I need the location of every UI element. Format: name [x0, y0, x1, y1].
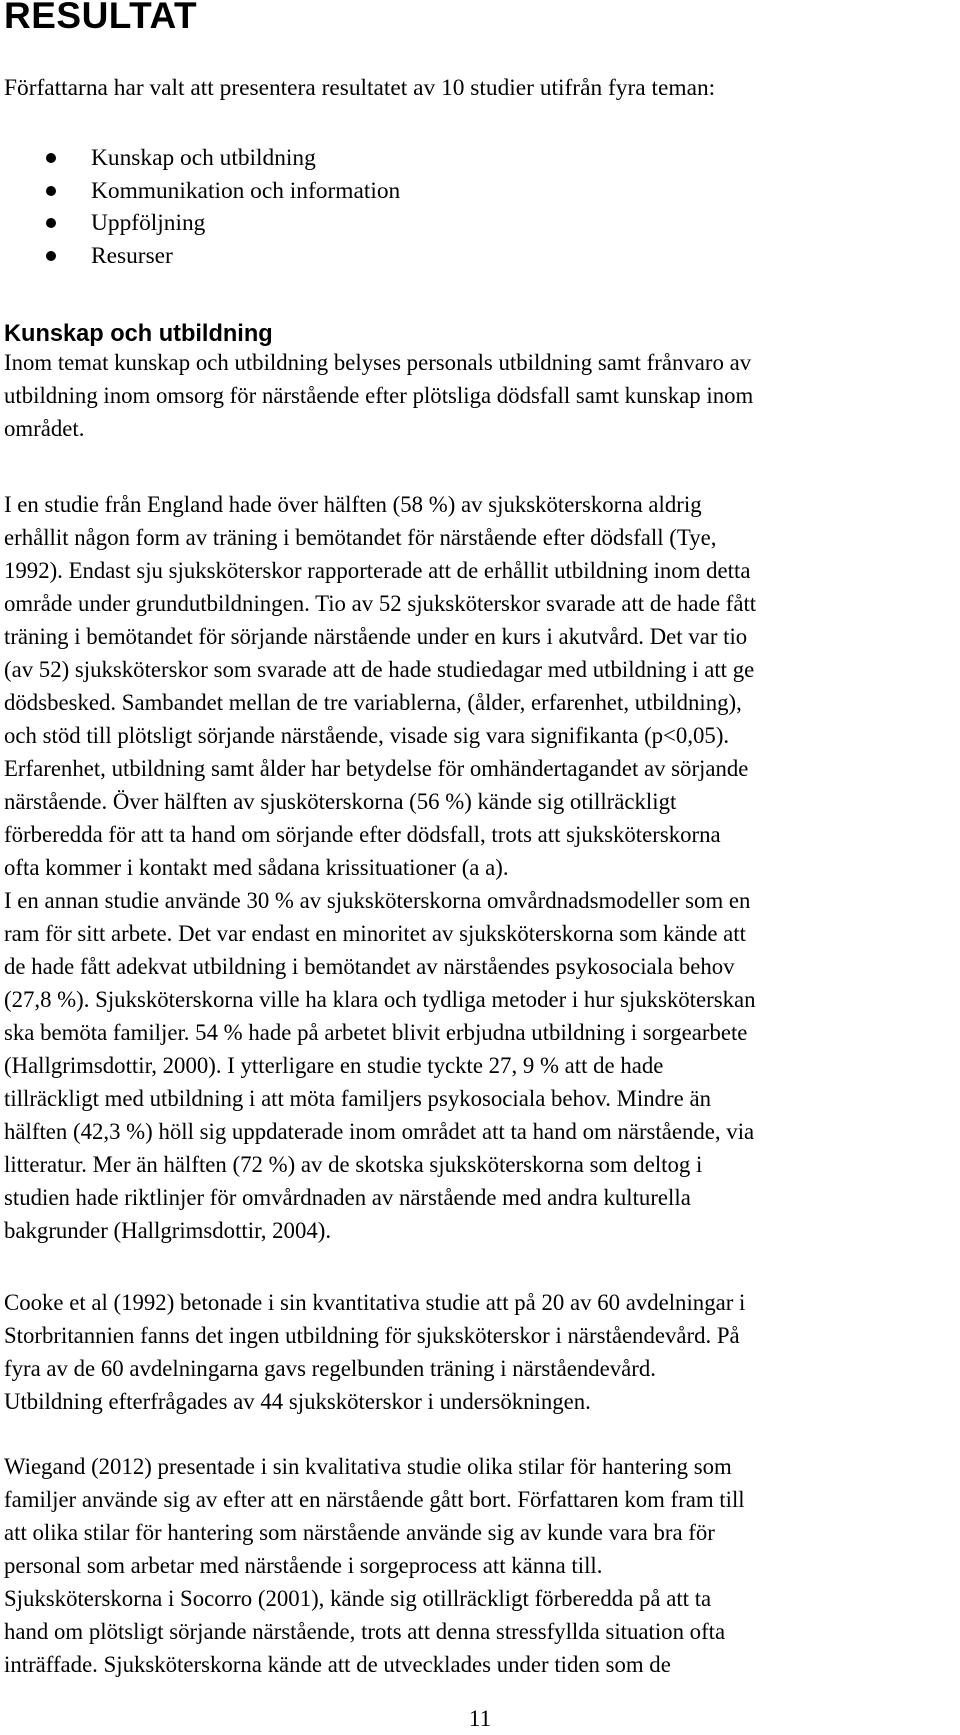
- text-line: området.: [4, 416, 85, 441]
- text-line: dödsbesked. Sambandet mellan de tre variablerna, (ålder, erfarenhet, utbildning),: [4, 690, 742, 715]
- text-line: ofta kommer i kontakt med sådana krissituationer (a a).: [4, 855, 509, 880]
- text-line: Storbritannien fanns det ingen utbildning för sjuksköterskor i närståendevård. På: [4, 1323, 740, 1348]
- text-line: att olika stilar för hantering som närstående använde sig av kunde vara bra för: [4, 1520, 715, 1545]
- list-item-label: Kommunikation och information: [91, 177, 401, 204]
- text-line: bakgrunder (Hallgrimsdottir, 2004).: [4, 1218, 332, 1243]
- text-line: I en annan studie använde 30 % av sjuksköterskorna omvårdnadsmodeller som en: [4, 888, 751, 913]
- page-title: RESULTAT: [4, 0, 198, 36]
- text-line: ska bemöta familjer. 54 % hade på arbetet blivit erbjudna utbildning i sorgearbete: [4, 1020, 748, 1045]
- text-line: utbildning inom omsorg för närstående efter plötsliga dödsfall samt kunskap inom: [4, 383, 754, 408]
- text-line: träning i bemötandet för sörjande närstående under en kurs i akutvård. Det var tio: [4, 624, 748, 649]
- bullet-icon: [46, 251, 56, 261]
- list-item-label: Resurser: [91, 242, 173, 269]
- text-line: litteratur. Mer än hälften (72 %) av de skotska sjuksköterskorna som deltog i: [4, 1152, 703, 1177]
- bullet-icon: [46, 218, 56, 228]
- text-line: (av 52) sjuksköterskor som svarade att de hade studiedagar med utbildning i att ge: [4, 657, 755, 682]
- paragraph-3: [4, 1286, 950, 1418]
- text-line: studien hade riktlinjer för omvårdnaden av närstående med andra kulturella: [4, 1185, 691, 1210]
- text-line: och stöd till plötsligt sörjande närstående, visade sig vara signifikanta (p<0,05).: [4, 723, 730, 748]
- text-line: (Hallgrimsdottir, 2000). I ytterligare en studie tyckte 27, 9 % att de hade: [4, 1053, 664, 1078]
- text-line: ram för sitt arbete. Det var endast en minoritet av sjuksköterskorna som kände att: [4, 921, 746, 946]
- list-item: [0, 175, 900, 208]
- theme-list: [0, 142, 900, 272]
- text-line: de hade fått adekvat utbildning i bemötandet av närståendes psykosociala behov: [4, 954, 735, 979]
- text-line: familjer använde sig av efter att en närstående gått bort. Författaren kom fram till: [4, 1487, 745, 1512]
- list-item-label: Kunskap och utbildning: [91, 145, 316, 171]
- text-line: erhållit någon form av träning i bemötandet för närstående efter dödsfall (Tye,: [4, 525, 717, 550]
- section-heading: Kunskap och utbildning: [4, 321, 273, 347]
- paragraph-2: [4, 488, 950, 1247]
- text-line: tillräckligt med utbildning i att möta familjers psykosociala behov. Mindre än: [4, 1086, 711, 1111]
- text-line: personal som arbetar med närstående i sorgeprocess att känna till.: [4, 1553, 603, 1578]
- text-line: område under grundutbildningen. Tio av 52 sjuksköterskor svarade att de hade fått: [4, 591, 757, 616]
- list-item: [0, 142, 900, 175]
- text-line: Cooke et al (1992) betonade i sin kvantitativa studie att på 20 av 60 avdelningar i: [4, 1290, 746, 1315]
- text-line: hälften (42,3 %) höll sig uppdaterade inom området att ta hand om närstående, via: [4, 1119, 755, 1144]
- text-line: Inom temat kunskap och utbildning belyses personals utbildning samt frånvaro av: [4, 350, 752, 375]
- list-item: [0, 207, 900, 240]
- text-line: 1992). Endast sju sjuksköterskor rapporterade att de erhållit utbildning inom detta: [4, 558, 751, 583]
- intro-paragraph: Författarna har valt att presentera resultatet av 10 studier utifrån fyra teman:: [4, 75, 716, 101]
- text-line: Wiegand (2012) presentade i sin kvalitativa studie olika stilar för hantering som: [4, 1454, 732, 1479]
- text-line: Sjuksköterskorna i Socorro (2001), kände sig otillräckligt förberedda på att ta: [4, 1586, 712, 1611]
- bullet-icon: [46, 186, 56, 196]
- list-item-label: Uppföljning: [91, 210, 206, 236]
- bullet-icon: [46, 153, 56, 163]
- text-line: hand om plötsligt sörjande närstående, trots att denna stressfyllda situation ofta: [4, 1619, 726, 1644]
- text-line: I en studie från England hade över hälften (58 %) av sjuksköterskorna aldrig: [4, 492, 702, 517]
- paragraph-1: [4, 346, 950, 445]
- text-line: (27,8 %). Sjuksköterskorna ville ha klara och tydliga metoder i hur sjuksköterskan: [4, 987, 756, 1012]
- text-line: Utbildning efterfrågades av 44 sjuksköterskor i undersökningen.: [4, 1389, 591, 1414]
- text-line: Erfarenhet, utbildning samt ålder har betydelse för omhändertagandet av sörjande: [4, 756, 749, 781]
- text-line: förberedda för att ta hand om sörjande efter dödsfall, trots att sjuksköterskorna: [4, 822, 721, 847]
- text-line: närstående. Över hälften av sjusköterskorna (56 %) kände sig otillräckligt: [4, 789, 677, 814]
- text-line: inträffade. Sjuksköterskorna kände att de utvecklades under tiden som de: [4, 1652, 671, 1677]
- list-item: [0, 240, 900, 273]
- page-number: 11: [468, 1706, 492, 1731]
- text-line: fyra av de 60 avdelningarna gavs regelbunden träning i närståendevård.: [4, 1356, 656, 1381]
- paragraph-4: [4, 1450, 950, 1681]
